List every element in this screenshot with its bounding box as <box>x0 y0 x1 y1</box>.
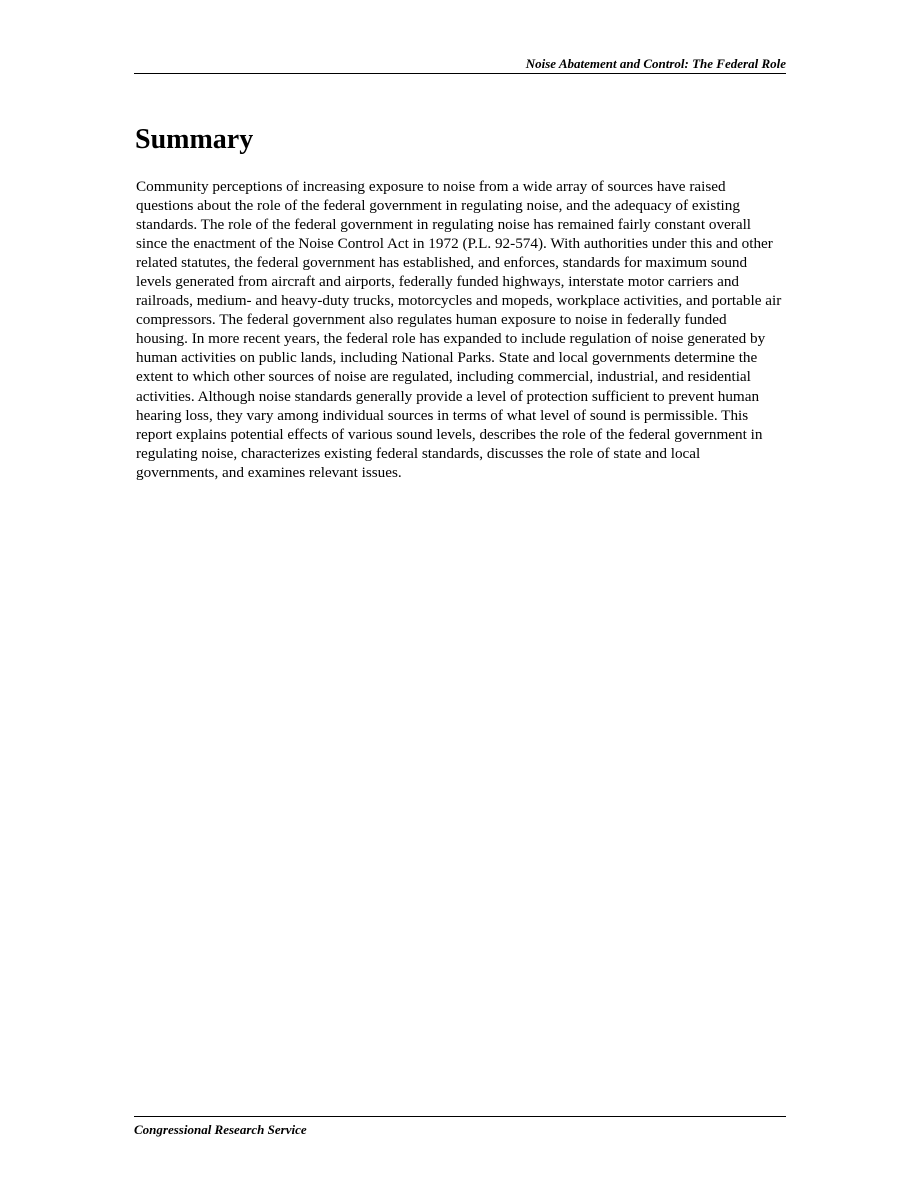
running-header: Noise Abatement and Control: The Federal Role <box>134 55 786 74</box>
section-heading: Summary <box>135 124 254 155</box>
summary-paragraph: Community perceptions of increasing exposure to noise from a wide array of sources have raised questions about the role of the federal government in regulating noise, and the adequacy of existing standards. The role of the federal government in regulating noise has remained fairly constant overall since the enactment of the Noise Control Act in 1972 (P.L. 92-574). With authorities under this and other related statutes, the federal government has established, and enforces, standards for maximum sound levels generated from aircraft and airports, federally funded highways, interstate motor carriers and railroads, medium- and heavy-duty trucks, motorcycles and mopeds, workplace activities, and portable air compressors. The federal government also regulates human exposure to noise in federally funded housing. In more recent years, the federal role has expanded to include regulation of noise generated by human activities on public lands, including National Parks. State and local governments determine the extent to which other sources of noise are regulated, including commercial, industrial, and residential activities. Although noise standards generally provide a level of protection sufficient to prevent human hearing loss, they vary among individual sources in terms of what level of sound is permissible. This report explains potential effects of various sound levels, describes the role of the federal government in regulating noise, characterizes existing federal standards, discusses the role of state and local governments, and examines relevant issues. <box>136 178 782 481</box>
running-footer: Congressional Research Service <box>134 1116 786 1138</box>
